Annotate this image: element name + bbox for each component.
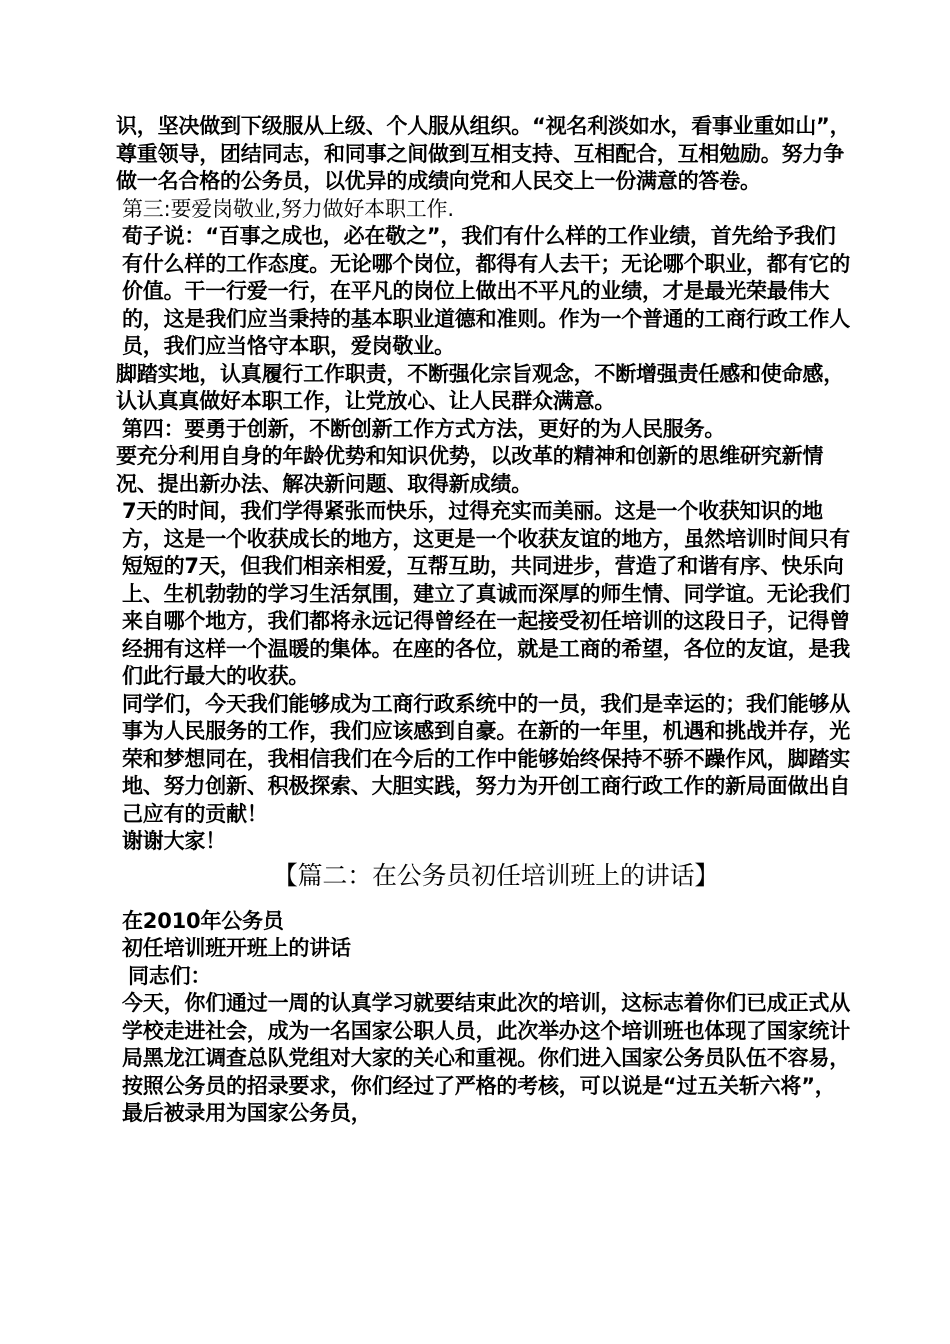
paragraph-4: 脚踏实地，认真履行工作职责，不断强化宗旨观念，不断增强责任感和使命感，认认真真做好本职工作，让党放心、让人民群众满意。 xyxy=(116,361,844,413)
paragraph-9: 谢谢大家！ xyxy=(122,829,226,853)
paragraph-8: 同学们，今天我们能够成为工商行政系统中的一员，我们是幸运的；我们能够从事为人民服务的工作，我们应该感到自豪。在新的一年里，机遇和挑战并存，光荣和梦想同在，我相信我们在今后的工作中能够始终保持不骄不躁作风，脚踏实地、努力创新、积极探索、大胆实践，努力为开创工商行政工作的新局面做出自己应有的贡献！ xyxy=(122,691,850,826)
paragraph-2: 第三:要爱岗敬业,努力做好本职工作. xyxy=(122,196,454,221)
section2-paragraph: 今天，你们通过一周的认真学习就要结束此次的培训，这标志着你们已成正式从学校走进社会，成为一名国家公职人员，此次举办这个培训班也体现了国家统计局黑龙江调查总队党组对大家的关心和重视。你们进入国家公务员队伍不容易，按照公务员的招录要求，你们经过了严格的考核，可以说是“过五关斩六将”，最后被录用为国家公务员， xyxy=(122,991,850,1125)
paragraph-3: 荀子说：“百事之成也，必在敬之”，我们有什么样的工作业绩，首先给予我们有什么样的工作态度。无论哪个岗位，都得有人去干；无论哪个职业，都有它的价值。干一行爱一行，在平凡的岗位上做出不平凡的业绩，才是最光荣最伟大的，这是我们应当秉持的基本职业道德和准则。作为一个普通的工商行政工作人员，我们应当恪守本职，爱岗敬业。 xyxy=(122,224,850,358)
paragraph-1: 识，坚决做到下级服从上级、个人服从组织。“视名利淡如水，看事业重如山”，尊重领导，团结同志，和同事之间做到互相支持、互相配合，互相勉励。努力争做一名合格的公务员，以优异的成绩向党和人民交上一份满意的答卷。 xyxy=(116,114,851,193)
spacer xyxy=(116,896,856,908)
section-heading: 【篇二：在公务员初任培训班上的讲话】 xyxy=(272,860,720,890)
section2-line-2: 初任培训班开班上的讲话 xyxy=(122,936,351,960)
paragraph-7: 7天的时间，我们学得紧张而快乐，过得充实而美丽。这是一个收获知识的地方，这是一个收获成长的地方，这更是一个收获友谊的地方，虽然培训时间只有短短的7天，但我们相亲相爱，互帮互助，共同进步，营造了和谐有序、快乐向上、生机勃勃的学习生活氛围，建立了真诚而深厚的师生情、同学谊。无论我们来自哪个地方，我们都将永远记得曾经在一起接受初任培训的这段日子，记得曾经拥有这样一个温暖的集体。在座的各位，就是工商的希望，各位的友谊，是我们此行最大的收获。 xyxy=(122,499,850,688)
section2-line-1: 在2010年公务员 xyxy=(122,908,284,933)
paragraph-5: 第四：要勇于创新，不断创新工作方式方法，更好的为人民服务。 xyxy=(122,416,726,441)
section2-greeting: 同志们： xyxy=(128,963,212,988)
document-body xyxy=(116,113,856,1128)
paragraph-6: 要充分利用自身的年龄优势和知识优势，以改革的精神和创新的思维研究新情况、提出新办法、解决新问题、取得新成绩。 xyxy=(116,444,824,496)
